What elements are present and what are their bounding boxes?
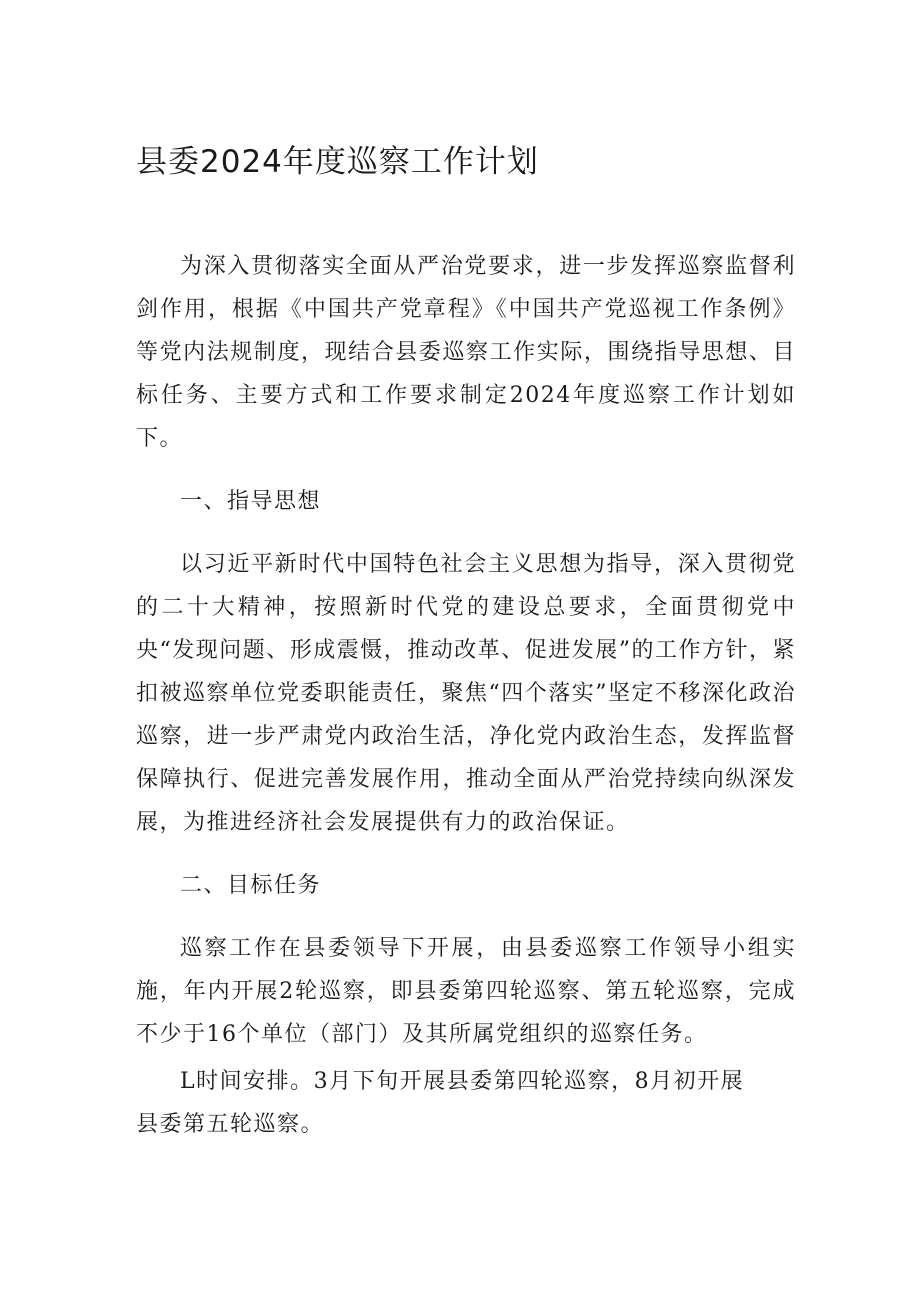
document-title: 县委2024年度巡察工作计划 (136, 144, 539, 180)
guiding-thought-paragraph: 以习近平新时代中国特色社会主义思想为指导，深入贯彻党的二十大精神，按照新时代党的建设总要求，全面贯彻党中央“发现问题、形成震慑，推动改革、促进发展”的工作方针，紧扣被巡察单位党委职能责任，聚焦“四个落实”坚定不移深化政治巡察，进一步严肃党内政治生活，净化党内政治生态，发挥监督保障执行、促进完善发展作用，推动全面从严治党持续向纵深发展，为推进经济社会发展提供有力的政治保证。 (136, 552, 796, 835)
section-heading-goals-tasks: 二、目标任务 (180, 873, 322, 898)
schedule-line-2: 县委第五轮巡察。 (136, 1112, 325, 1137)
document-body (136, 245, 796, 1146)
schedule-line-1: L时间安排。3月下旬开展县委第四轮巡察，8月初开展 (180, 1069, 745, 1094)
section-heading-guiding-thought: 一、指导思想 (180, 489, 322, 514)
goals-tasks-paragraph: 巡察工作在县委领导下开展，由县委巡察工作领导小组实施，年内开展2轮巡察，即县委第四轮巡察、第五轮巡察，完成不少于16个单位（部门）及其所属党组织的巡察任务。 (136, 936, 796, 1047)
intro-paragraph: 为深入贯彻落实全面从严治党要求，进一步发挥巡察监督利剑作用，根据《中国共产党章程》《中国共产党巡视工作条例》等党内法规制度，现结合县委巡察工作实际，围绕指导思想、目标任务、主要方式和工作要求制定2024年度巡察工作计划如下。 (136, 254, 796, 451)
